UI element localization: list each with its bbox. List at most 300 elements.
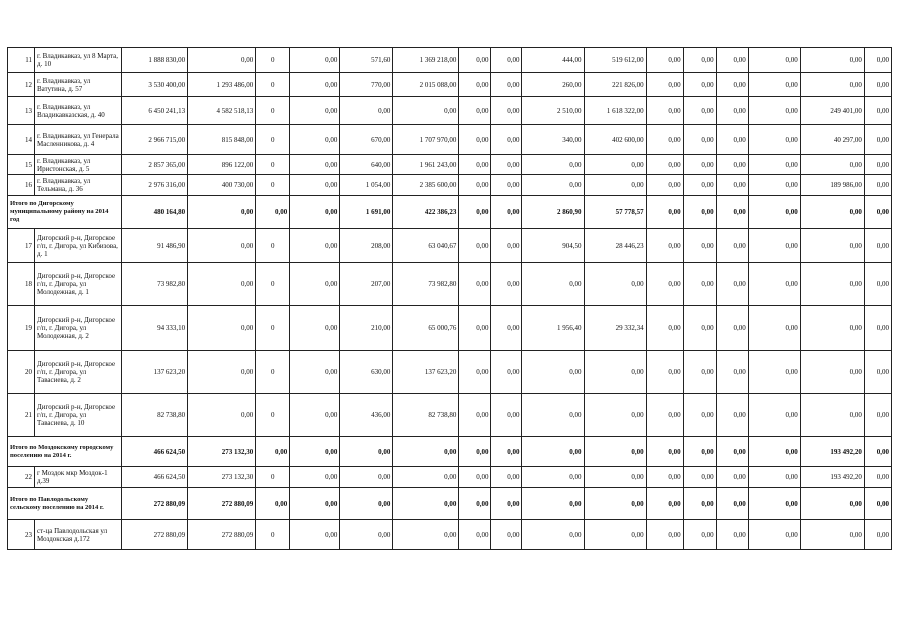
- value-cell: 0,00: [491, 394, 522, 437]
- value-cell: 0,00: [459, 467, 491, 488]
- value-cell: 0: [256, 520, 290, 550]
- value-cell: 272 880,09: [122, 488, 188, 520]
- value-cell: 2 385 600,00: [393, 175, 459, 196]
- table-row: [8, 351, 892, 394]
- value-cell: 0,00: [864, 48, 891, 73]
- table-row: [8, 263, 892, 306]
- value-cell: 0,00: [584, 263, 646, 306]
- value-cell: 0,00: [716, 196, 748, 229]
- value-cell: 210,00: [340, 306, 393, 351]
- value-cell: 137 623,20: [393, 351, 459, 394]
- value-cell: 0,00: [748, 97, 800, 125]
- value-cell: 0,00: [491, 437, 522, 467]
- value-cell: 273 132,30: [188, 467, 256, 488]
- value-cell: 0,00: [646, 520, 683, 550]
- value-cell: 0,00: [459, 196, 491, 229]
- value-cell: 0,00: [683, 467, 716, 488]
- subtotal-label: Итого по Дигорскому муниципальному району на 2014 год: [8, 196, 122, 229]
- value-cell: 0,00: [716, 306, 748, 351]
- value-cell: 0,00: [748, 306, 800, 351]
- row-number: 22: [8, 467, 35, 488]
- address-cell: Дигорский р-н, Дигорское г/п, г. Дигора, ул Тавасиева, д. 2: [35, 351, 122, 394]
- value-cell: 0,00: [522, 351, 584, 394]
- value-cell: 0,00: [683, 97, 716, 125]
- subtotal-label: Итого по Павлодольскому сельскому поселению на 2014 г.: [8, 488, 122, 520]
- value-cell: 0,00: [800, 155, 864, 175]
- value-cell: 0,00: [459, 520, 491, 550]
- value-cell: 0,00: [646, 97, 683, 125]
- value-cell: 1 691,00: [340, 196, 393, 229]
- value-cell: 0,00: [864, 97, 891, 125]
- value-cell: 0,00: [459, 306, 491, 351]
- value-cell: 640,00: [340, 155, 393, 175]
- value-cell: 0,00: [748, 263, 800, 306]
- value-cell: 480 164,80: [122, 196, 188, 229]
- value-cell: 571,60: [340, 48, 393, 73]
- value-cell: 422 386,23: [393, 196, 459, 229]
- value-cell: 0,00: [491, 488, 522, 520]
- subtotal-row: [8, 437, 892, 467]
- value-cell: 0,00: [584, 437, 646, 467]
- value-cell: 272 880,09: [188, 520, 256, 550]
- value-cell: 0,00: [584, 394, 646, 437]
- value-cell: 0,00: [290, 48, 340, 73]
- value-cell: 340,00: [522, 125, 584, 155]
- table-row: [8, 125, 892, 155]
- value-cell: 466 624,50: [122, 437, 188, 467]
- value-cell: 0,00: [800, 196, 864, 229]
- value-cell: 2 976 316,00: [122, 175, 188, 196]
- value-cell: 273 132,30: [188, 437, 256, 467]
- value-cell: 0,00: [800, 520, 864, 550]
- value-cell: 0,00: [683, 229, 716, 263]
- address-cell: г. Владикавказ, ул Тельмана, д. 36: [35, 175, 122, 196]
- value-cell: 0,00: [393, 488, 459, 520]
- value-cell: 896 122,00: [188, 155, 256, 175]
- value-cell: 0,00: [393, 97, 459, 125]
- value-cell: 0,00: [748, 229, 800, 263]
- value-cell: 0,00: [491, 520, 522, 550]
- address-cell: г. Владикавказ, ул Владикавказская, д. 40: [35, 97, 122, 125]
- address-cell: Дигорский р-н, Дигорское г/п, г. Дигора, ул Кибизова, д. 1: [35, 229, 122, 263]
- value-cell: 519 612,00: [584, 48, 646, 73]
- value-cell: 0,00: [646, 125, 683, 155]
- subtotal-row: [8, 196, 892, 229]
- value-cell: 0,00: [716, 73, 748, 97]
- value-cell: 0,00: [290, 351, 340, 394]
- address-cell: Дигорский р-н, Дигорское г/п, г. Дигора, ул Молодежная, д. 2: [35, 306, 122, 351]
- value-cell: 0,00: [522, 488, 584, 520]
- value-cell: 0,00: [683, 437, 716, 467]
- value-cell: 0,00: [683, 48, 716, 73]
- value-cell: 6 450 241,13: [122, 97, 188, 125]
- value-cell: 0,00: [584, 467, 646, 488]
- value-cell: 0,00: [864, 229, 891, 263]
- value-cell: 208,00: [340, 229, 393, 263]
- table-row: [8, 520, 892, 550]
- value-cell: 0,00: [290, 229, 340, 263]
- value-cell: 0,00: [864, 437, 891, 467]
- value-cell: 249 401,00: [800, 97, 864, 125]
- value-cell: 221 826,00: [584, 73, 646, 97]
- value-cell: 0,00: [459, 125, 491, 155]
- value-cell: 0,00: [800, 488, 864, 520]
- value-cell: 0,00: [459, 351, 491, 394]
- value-cell: 0,00: [188, 394, 256, 437]
- value-cell: 0,00: [683, 155, 716, 175]
- value-cell: 0,00: [748, 351, 800, 394]
- value-cell: 0,00: [748, 437, 800, 467]
- value-cell: 0,00: [800, 73, 864, 97]
- value-cell: 444,00: [522, 48, 584, 73]
- value-cell: 0,00: [340, 467, 393, 488]
- table-row: [8, 73, 892, 97]
- value-cell: 63 040,67: [393, 229, 459, 263]
- value-cell: 0,00: [864, 263, 891, 306]
- value-cell: 272 880,09: [188, 488, 256, 520]
- value-cell: 0,00: [459, 175, 491, 196]
- value-cell: 0,00: [683, 196, 716, 229]
- value-cell: 0,00: [800, 306, 864, 351]
- table-row: [8, 394, 892, 437]
- value-cell: 1 707 970,00: [393, 125, 459, 155]
- subtotal-label: Итого по Моздокскому городскому поселению на 2014 г.: [8, 437, 122, 467]
- value-cell: 0,00: [522, 467, 584, 488]
- value-cell: 0,00: [491, 196, 522, 229]
- value-cell: 0,00: [683, 488, 716, 520]
- value-cell: 0,00: [584, 155, 646, 175]
- value-cell: 1 956,40: [522, 306, 584, 351]
- address-cell: г. Владикавказ, ул 8 Марта, д. 10: [35, 48, 122, 73]
- value-cell: 1 961 243,00: [393, 155, 459, 175]
- value-cell: 0,00: [646, 306, 683, 351]
- value-cell: 0,00: [393, 520, 459, 550]
- value-cell: 0,00: [290, 467, 340, 488]
- value-cell: 0,00: [491, 306, 522, 351]
- value-cell: 0: [256, 394, 290, 437]
- value-cell: 0,00: [491, 125, 522, 155]
- value-cell: 0,00: [646, 263, 683, 306]
- table-body: [8, 48, 892, 550]
- value-cell: 0,00: [864, 520, 891, 550]
- value-cell: 0,00: [393, 467, 459, 488]
- value-cell: 0: [256, 467, 290, 488]
- value-cell: 0,00: [716, 229, 748, 263]
- value-cell: 82 738,80: [393, 394, 459, 437]
- address-cell: г Моздок мкр Моздок-1 д.39: [35, 467, 122, 488]
- value-cell: 0,00: [290, 488, 340, 520]
- value-cell: 0: [256, 73, 290, 97]
- value-cell: 0,00: [188, 196, 256, 229]
- address-cell: г. Владикавказ, ул Генерала Масленникова, д. 4: [35, 125, 122, 155]
- data-table: [7, 47, 892, 550]
- value-cell: 0,00: [748, 125, 800, 155]
- value-cell: 0: [256, 175, 290, 196]
- table-row: [8, 155, 892, 175]
- value-cell: 193 492,20: [800, 437, 864, 467]
- value-cell: 0,00: [491, 97, 522, 125]
- value-cell: 0,00: [290, 73, 340, 97]
- row-number: 15: [8, 155, 35, 175]
- value-cell: 29 332,34: [584, 306, 646, 351]
- value-cell: 0,00: [290, 97, 340, 125]
- value-cell: 0,00: [748, 155, 800, 175]
- value-cell: 1 369 218,00: [393, 48, 459, 73]
- value-cell: 0,00: [188, 306, 256, 351]
- value-cell: 207,00: [340, 263, 393, 306]
- value-cell: 0: [256, 351, 290, 394]
- value-cell: 0,00: [716, 97, 748, 125]
- value-cell: 0,00: [522, 437, 584, 467]
- value-cell: 0,00: [646, 155, 683, 175]
- value-cell: 0,00: [748, 394, 800, 437]
- value-cell: 0,00: [393, 437, 459, 467]
- value-cell: 193 492,20: [800, 467, 864, 488]
- value-cell: 0,00: [646, 351, 683, 394]
- value-cell: 0,00: [864, 175, 891, 196]
- value-cell: 2 857 365,00: [122, 155, 188, 175]
- value-cell: 91 486,90: [122, 229, 188, 263]
- value-cell: 0,00: [716, 437, 748, 467]
- value-cell: 0,00: [716, 520, 748, 550]
- value-cell: 0,00: [800, 48, 864, 73]
- value-cell: 65 000,76: [393, 306, 459, 351]
- value-cell: 0,00: [459, 48, 491, 73]
- value-cell: 0,00: [646, 467, 683, 488]
- value-cell: 0,00: [522, 175, 584, 196]
- value-cell: 0,00: [459, 229, 491, 263]
- value-cell: 0,00: [491, 229, 522, 263]
- table-row: [8, 306, 892, 351]
- value-cell: 0,00: [491, 467, 522, 488]
- address-cell: г. Владикавказ, ул Иристонская, д. 5: [35, 155, 122, 175]
- value-cell: 0,00: [584, 351, 646, 394]
- value-cell: 0,00: [522, 263, 584, 306]
- value-cell: 0,00: [646, 73, 683, 97]
- value-cell: 0,00: [864, 73, 891, 97]
- value-cell: 2 860,90: [522, 196, 584, 229]
- value-cell: 0,00: [290, 394, 340, 437]
- address-cell: Дигорский р-н, Дигорское г/п, г. Дигора, ул Тавасиева, д. 10: [35, 394, 122, 437]
- row-number: 21: [8, 394, 35, 437]
- value-cell: 0,00: [800, 263, 864, 306]
- value-cell: 630,00: [340, 351, 393, 394]
- value-cell: 0,00: [459, 488, 491, 520]
- value-cell: 0,00: [716, 263, 748, 306]
- value-cell: 0,00: [716, 488, 748, 520]
- value-cell: 466 624,50: [122, 467, 188, 488]
- value-cell: 0,00: [683, 263, 716, 306]
- value-cell: 0,00: [459, 263, 491, 306]
- value-cell: 2 510,00: [522, 97, 584, 125]
- value-cell: 0,00: [522, 520, 584, 550]
- row-number: 19: [8, 306, 35, 351]
- value-cell: 0,00: [864, 394, 891, 437]
- value-cell: 0,00: [748, 520, 800, 550]
- value-cell: 2 966 715,00: [122, 125, 188, 155]
- value-cell: 0,00: [340, 97, 393, 125]
- value-cell: 0,00: [683, 175, 716, 196]
- value-cell: 4 582 518,13: [188, 97, 256, 125]
- value-cell: 1 054,00: [340, 175, 393, 196]
- value-cell: 28 446,23: [584, 229, 646, 263]
- value-cell: 0,00: [864, 196, 891, 229]
- value-cell: 0,00: [864, 488, 891, 520]
- row-number: 16: [8, 175, 35, 196]
- value-cell: 0,00: [646, 196, 683, 229]
- value-cell: 0,00: [646, 394, 683, 437]
- table-row: [8, 48, 892, 73]
- row-number: 18: [8, 263, 35, 306]
- value-cell: 0,00: [646, 175, 683, 196]
- value-cell: 0: [256, 125, 290, 155]
- value-cell: 1 888 830,00: [122, 48, 188, 73]
- value-cell: 0,00: [716, 351, 748, 394]
- value-cell: 0,00: [256, 437, 290, 467]
- row-number: 12: [8, 73, 35, 97]
- value-cell: 0,00: [748, 48, 800, 73]
- value-cell: 0,00: [864, 306, 891, 351]
- value-cell: 0,00: [459, 73, 491, 97]
- value-cell: 0: [256, 97, 290, 125]
- value-cell: 0,00: [584, 175, 646, 196]
- value-cell: 0,00: [290, 125, 340, 155]
- value-cell: 0,00: [864, 125, 891, 155]
- value-cell: 0: [256, 306, 290, 351]
- value-cell: 0,00: [864, 351, 891, 394]
- value-cell: 0,00: [188, 229, 256, 263]
- value-cell: 0,00: [491, 48, 522, 73]
- value-cell: 0,00: [646, 488, 683, 520]
- value-cell: 436,00: [340, 394, 393, 437]
- value-cell: 0,00: [290, 520, 340, 550]
- row-number: 11: [8, 48, 35, 73]
- subtotal-row: [8, 488, 892, 520]
- value-cell: 0,00: [459, 97, 491, 125]
- address-cell: Дигорский р-н, Дигорское г/п, г. Дигора, ул Молодежная, д. 1: [35, 263, 122, 306]
- value-cell: 1 293 486,00: [188, 73, 256, 97]
- value-cell: 0,00: [290, 155, 340, 175]
- value-cell: 0,00: [584, 520, 646, 550]
- value-cell: 0: [256, 48, 290, 73]
- value-cell: 0,00: [256, 196, 290, 229]
- value-cell: 0,00: [716, 175, 748, 196]
- address-cell: ст-ца Павлодольская ул Моздокская д.172: [35, 520, 122, 550]
- value-cell: 189 986,00: [800, 175, 864, 196]
- value-cell: 0: [256, 263, 290, 306]
- value-cell: 0,00: [491, 155, 522, 175]
- value-cell: 0,00: [256, 488, 290, 520]
- value-cell: 0,00: [683, 125, 716, 155]
- value-cell: 400 730,00: [188, 175, 256, 196]
- value-cell: 0,00: [646, 48, 683, 73]
- row-number: 17: [8, 229, 35, 263]
- value-cell: 0,00: [800, 229, 864, 263]
- value-cell: 260,00: [522, 73, 584, 97]
- value-cell: 73 982,80: [393, 263, 459, 306]
- row-number: 23: [8, 520, 35, 550]
- value-cell: 0,00: [800, 351, 864, 394]
- address-cell: г. Владикавказ, ул Ватутина, д. 57: [35, 73, 122, 97]
- value-cell: 0,00: [716, 125, 748, 155]
- value-cell: 0,00: [340, 437, 393, 467]
- value-cell: 904,50: [522, 229, 584, 263]
- row-number: 13: [8, 97, 35, 125]
- value-cell: 40 297,00: [800, 125, 864, 155]
- value-cell: 57 778,57: [584, 196, 646, 229]
- value-cell: 815 848,00: [188, 125, 256, 155]
- value-cell: 770,00: [340, 73, 393, 97]
- value-cell: 670,00: [340, 125, 393, 155]
- row-number: 20: [8, 351, 35, 394]
- value-cell: 0,00: [683, 520, 716, 550]
- value-cell: 0,00: [683, 394, 716, 437]
- value-cell: 0,00: [646, 229, 683, 263]
- table-row: [8, 229, 892, 263]
- value-cell: 0,00: [459, 437, 491, 467]
- value-cell: 0,00: [683, 306, 716, 351]
- value-cell: 0,00: [290, 175, 340, 196]
- value-cell: 0,00: [491, 263, 522, 306]
- value-cell: 0,00: [340, 520, 393, 550]
- value-cell: 0,00: [290, 437, 340, 467]
- value-cell: 0,00: [716, 467, 748, 488]
- value-cell: 0,00: [683, 351, 716, 394]
- value-cell: 0,00: [748, 175, 800, 196]
- row-number: 14: [8, 125, 35, 155]
- value-cell: 73 982,80: [122, 263, 188, 306]
- value-cell: 0,00: [748, 196, 800, 229]
- value-cell: 0,00: [683, 73, 716, 97]
- value-cell: 0,00: [646, 437, 683, 467]
- value-cell: 272 880,09: [122, 520, 188, 550]
- value-cell: 0,00: [864, 155, 891, 175]
- value-cell: 0,00: [290, 263, 340, 306]
- value-cell: 0: [256, 229, 290, 263]
- value-cell: 94 333,10: [122, 306, 188, 351]
- value-cell: 0,00: [340, 488, 393, 520]
- value-cell: 0,00: [522, 155, 584, 175]
- value-cell: 0,00: [188, 263, 256, 306]
- value-cell: 137 623,20: [122, 351, 188, 394]
- value-cell: 0,00: [459, 394, 491, 437]
- value-cell: 0,00: [716, 48, 748, 73]
- value-cell: 0,00: [188, 48, 256, 73]
- value-cell: 0,00: [716, 155, 748, 175]
- value-cell: 0: [256, 155, 290, 175]
- table-row: [8, 97, 892, 125]
- value-cell: 0,00: [491, 73, 522, 97]
- value-cell: 3 530 400,00: [122, 73, 188, 97]
- value-cell: 0,00: [522, 394, 584, 437]
- value-cell: 82 738,80: [122, 394, 188, 437]
- value-cell: 0,00: [290, 196, 340, 229]
- value-cell: 0,00: [864, 467, 891, 488]
- value-cell: 0,00: [584, 488, 646, 520]
- value-cell: 0,00: [459, 155, 491, 175]
- value-cell: 0,00: [748, 488, 800, 520]
- value-cell: 0,00: [491, 351, 522, 394]
- table-row: [8, 467, 892, 488]
- value-cell: 0,00: [491, 175, 522, 196]
- value-cell: 0,00: [748, 467, 800, 488]
- value-cell: 0,00: [800, 394, 864, 437]
- value-cell: 0,00: [748, 73, 800, 97]
- value-cell: 2 015 088,00: [393, 73, 459, 97]
- value-cell: 0,00: [188, 351, 256, 394]
- value-cell: 0,00: [716, 394, 748, 437]
- value-cell: 0,00: [290, 306, 340, 351]
